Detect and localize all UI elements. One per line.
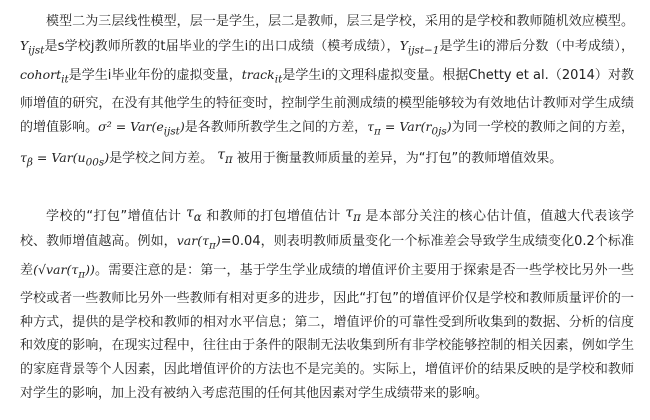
math-subscript: π [209, 239, 216, 252]
math-expression [367, 119, 452, 138]
text-run: 是学校之间方差。 [109, 151, 218, 167]
math-text: Y [20, 37, 29, 53]
text-run: 和教师的打包增值估计 [201, 208, 346, 224]
text-run: 是各教师所教学生之间的方差， [184, 120, 368, 136]
paragraph-model-two [20, 10, 634, 176]
math-expression [33, 262, 95, 281]
math-subscript: β [26, 156, 33, 169]
math-text: ) [446, 119, 452, 135]
math-subscript: ijst−1 [407, 44, 440, 57]
math-subscript: it [61, 73, 69, 86]
math-text: τ [367, 119, 375, 135]
math-text: ) [104, 150, 110, 166]
text-run: 。需要注意的是：第一，基于学生学业成绩的增值评价主要用于探索是否一些学校比另外一些学校或者一些教师比另外一些教师有相对更多的进步，因此“打包”的增值评价仅是学校和教师质量评价的一种方式，提供的是学校和教师的相对水平信息；第二，增值评价的可靠性受到所收集到的数据、分析的信度和效度的影响，在现实过程中，往往由于条件的限制无法收集到所有非学校能够控制的相关因素，例如学生的家庭背景等个人因素，因此增值评价的方法也不是完美的。实际上，增值评价的结果反映的是学校和教师对学生的影响，加上没有被纳入考虑范围的任何其他因素对学生成绩带来的影响。 [20, 263, 634, 401]
math-text: τ [345, 204, 354, 221]
math-text: τ [217, 147, 225, 164]
text-run: 被用于衡量教师质量的差异，为“打包”的教师增值效果。 [232, 151, 563, 167]
math-expression [345, 204, 361, 224]
math-subscript: ijst [28, 44, 45, 57]
math-text: ) [179, 119, 185, 135]
math-text: = Var(r [380, 119, 432, 135]
math-text: τ [186, 204, 194, 221]
text-run: 模型二为三层线性模型，层一是学生，层二是教师，层三是学校，采用的是学校和教师随机效应模型。 [46, 14, 634, 29]
math-expression [20, 37, 45, 57]
math-text: ) [215, 232, 221, 248]
math-text: τ [20, 150, 27, 166]
math-expression [20, 66, 69, 86]
math-text: = Var(u [32, 150, 86, 166]
math-subscript: 00s [85, 156, 105, 169]
math-subscript: π [374, 125, 381, 138]
math-expression [20, 150, 110, 169]
math-expression [217, 147, 233, 167]
math-expression [98, 119, 185, 138]
math-text: (√var(τ [33, 262, 79, 278]
math-subscript: 0js [431, 125, 447, 138]
paragraph-value-added-estimates [20, 202, 634, 406]
text-run: 是学生i的滞后分数（中考成绩）， [439, 38, 634, 54]
math-expression [176, 232, 221, 252]
math-expression [186, 204, 202, 224]
text-run: 是学生i毕业年份的虚拟变量， [68, 67, 242, 83]
math-text: Y [399, 37, 408, 53]
math-text: cohort [20, 66, 62, 82]
text-run: 学校的“打包”增值估计 [46, 208, 187, 224]
math-text: σ² = Var(e [98, 119, 164, 135]
text-run: 是本部分关注的核心估计值，值越大代表该学校、教师增值越高。例如， [20, 208, 634, 249]
math-text: track [241, 66, 275, 82]
text-run: 是学生i的文理科虚拟变量。根据Chetty et al.（2014）对教师增值的研究，在没有其他学生的特征变时，控制学生前测成绩的模型能够较为有效地估计教师对学生成绩的增值影响。 [20, 67, 634, 136]
math-subscript: π [224, 152, 233, 167]
math-text: )) [85, 262, 95, 278]
math-expression [399, 37, 440, 57]
math-subscript: ijst [163, 125, 180, 138]
math-expression [241, 66, 283, 86]
text-run: 是s学校j教师所教的t届毕业的学生i的出口成绩（模考成绩）， [44, 38, 400, 54]
math-subscript: π [78, 268, 86, 281]
text-run: =0.04，则表明教师质量变化一个标准差会导致学生成绩变化0.2个标准差 [20, 233, 634, 279]
math-text: var(τ [176, 232, 210, 248]
math-subscript: it [274, 73, 283, 86]
math-subscript: π [353, 209, 361, 224]
math-subscript: α [193, 209, 202, 224]
text-run: 为同一学校的教师之间的方差， [451, 120, 634, 136]
